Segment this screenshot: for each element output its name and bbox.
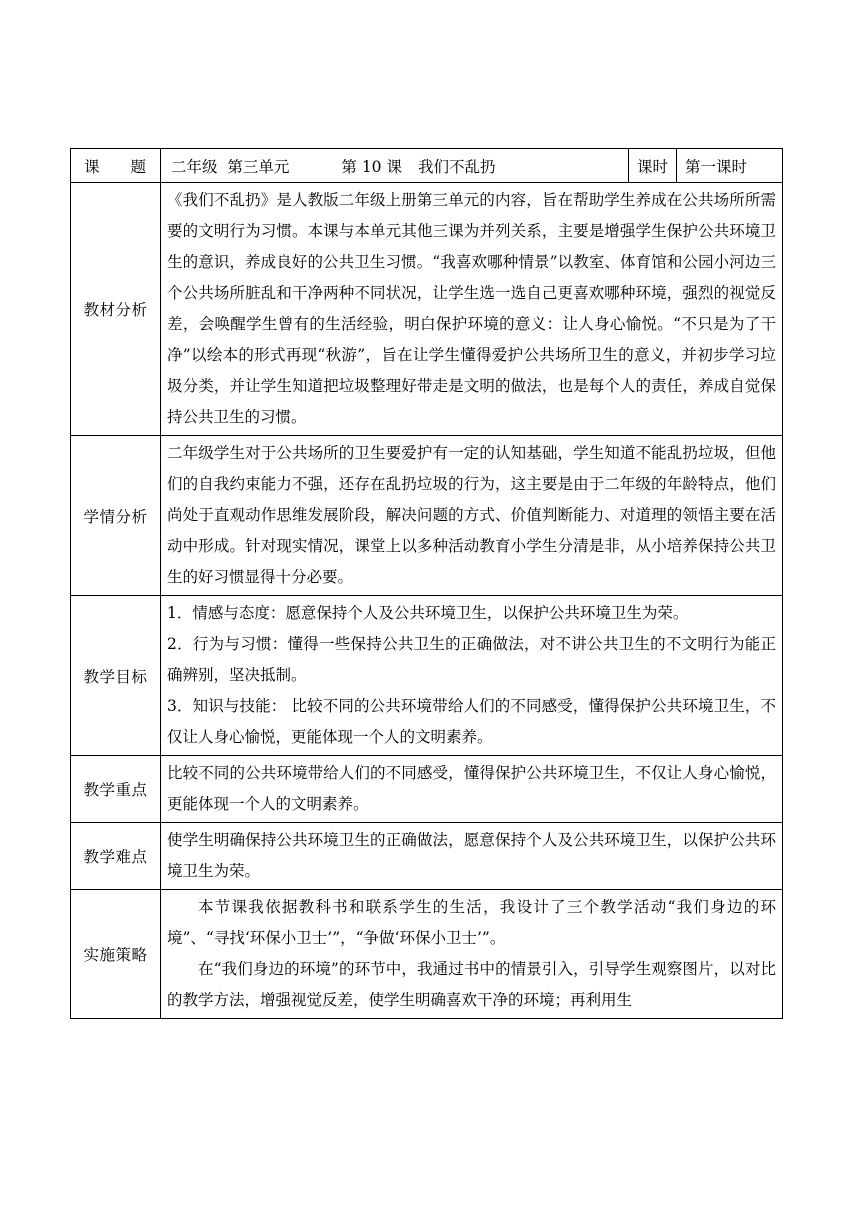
strategy-label: 实施策略	[71, 890, 161, 1019]
strategy-paragraph: 在“我们身边的环境”的环节中，我通过书中的情景引入，引导学生观察图片，以对比的教学方法，增强视觉反差，使学生明确喜欢干净的环境；再利用生	[167, 960, 776, 1009]
teaching-goals-content	[161, 596, 783, 756]
topic-label	[71, 149, 161, 183]
row-student-analysis	[71, 436, 783, 596]
topic-label-a: 课	[83, 157, 101, 176]
period-label: 课时	[629, 149, 677, 183]
difficult-points-label: 教学难点	[71, 823, 161, 890]
goal-item: 2．行为与习惯：懂得一些保持公共卫生的正确做法，对不讲公共卫生的不文明行为能正确辨别，坚决抵制。	[167, 635, 776, 684]
teaching-goals-label: 教学目标	[71, 596, 161, 756]
student-analysis-content	[161, 436, 783, 596]
lesson-plan-table	[70, 148, 783, 1019]
goal-item: 3．知识与技能： 比较不同的公共环境带给人们的不同感受，懂得保护公共环境卫生，不仅让人身心愉悦，更能体现一个人的文明素养。	[167, 697, 776, 746]
lesson-number: 第 10 课	[341, 157, 402, 176]
topic-label-b: 题	[130, 157, 148, 176]
student-analysis-label: 学情分析	[71, 436, 161, 596]
lesson-subject	[161, 149, 629, 183]
row-teaching-goals	[71, 596, 783, 756]
key-points-content	[161, 756, 783, 823]
textbook-analysis-text: 《我们不乱扔》是人教版二年级上册第三单元的内容，旨在帮助学生养成在公共场所所需要的文明行为习惯。本课与本单元其他三课为并列关系，主要是增强学生保护公共环境卫生的意识，养成良好的公共卫生习惯。“我喜欢哪种情景”以教室、体育馆和公园小河边三个公共场所脏乱和干净两种不同状况，让学生选一选自己更喜欢哪种环境，强烈的视觉反差，会唤醒学生曾有的生活经验，明白保护环境的意义：让人身心愉悦。“不只是为了干净”以绘本的形式再现“秋游”，旨在让学生懂得爱护公共场所卫生的意义，并初步学习垃圾分类，并让学生知道把垃圾整理好带走是文明的做法，也是每个人的责任，养成自觉保持公共卫生的习惯。	[167, 191, 776, 426]
unit: 第三单元	[227, 157, 290, 176]
grade: 二年级	[171, 157, 218, 176]
difficult-points-text: 使学生明确保持公共环境卫生的正确做法，愿意保持个人及公共环境卫生，以保护公共环境卫生为荣。	[167, 831, 776, 880]
textbook-analysis-label: 教材分析	[71, 183, 161, 436]
lesson-title: 我们不乱扔	[417, 157, 496, 176]
row-strategy	[71, 890, 783, 1019]
strategy-content	[161, 890, 783, 1019]
textbook-analysis-content	[161, 183, 783, 436]
header-row	[71, 149, 783, 183]
row-key-points	[71, 756, 783, 823]
goal-item: 1．情感与态度：愿意保持个人及公共环境卫生，以保护公共环境卫生为荣。	[167, 604, 689, 622]
student-analysis-text: 二年级学生对于公共场所的卫生要爱护有一定的认知基础，学生知道不能乱扔垃圾，但他们的自我约束能力不强，还存在乱扔垃圾的行为，这主要是由于二年级的年龄特点，他们尚处于直观动作思维发展阶段，解决问题的方式、价值判断能力、对道理的领悟主要在活动中形成。针对现实情况，课堂上以多种活动教育小学生分清是非，从小培养保持公共卫生的好习惯显得十分必要。	[167, 444, 776, 586]
strategy-paragraph: 本节课我依据教科书和联系学生的生活，我设计了三个教学活动“我们身边的环境”、“寻找‘环保小卫士’”，“争做‘环保小卫士’”。	[167, 898, 776, 947]
key-points-label: 教学重点	[71, 756, 161, 823]
period-value: 第一课时	[677, 149, 783, 183]
row-textbook-analysis	[71, 183, 783, 436]
key-points-text: 比较不同的公共环境带给人们的不同感受，懂得保护公共环境卫生，不仅让人身心愉悦，更能体现一个人的文明素养。	[167, 764, 776, 813]
difficult-points-content	[161, 823, 783, 890]
row-difficult-points	[71, 823, 783, 890]
